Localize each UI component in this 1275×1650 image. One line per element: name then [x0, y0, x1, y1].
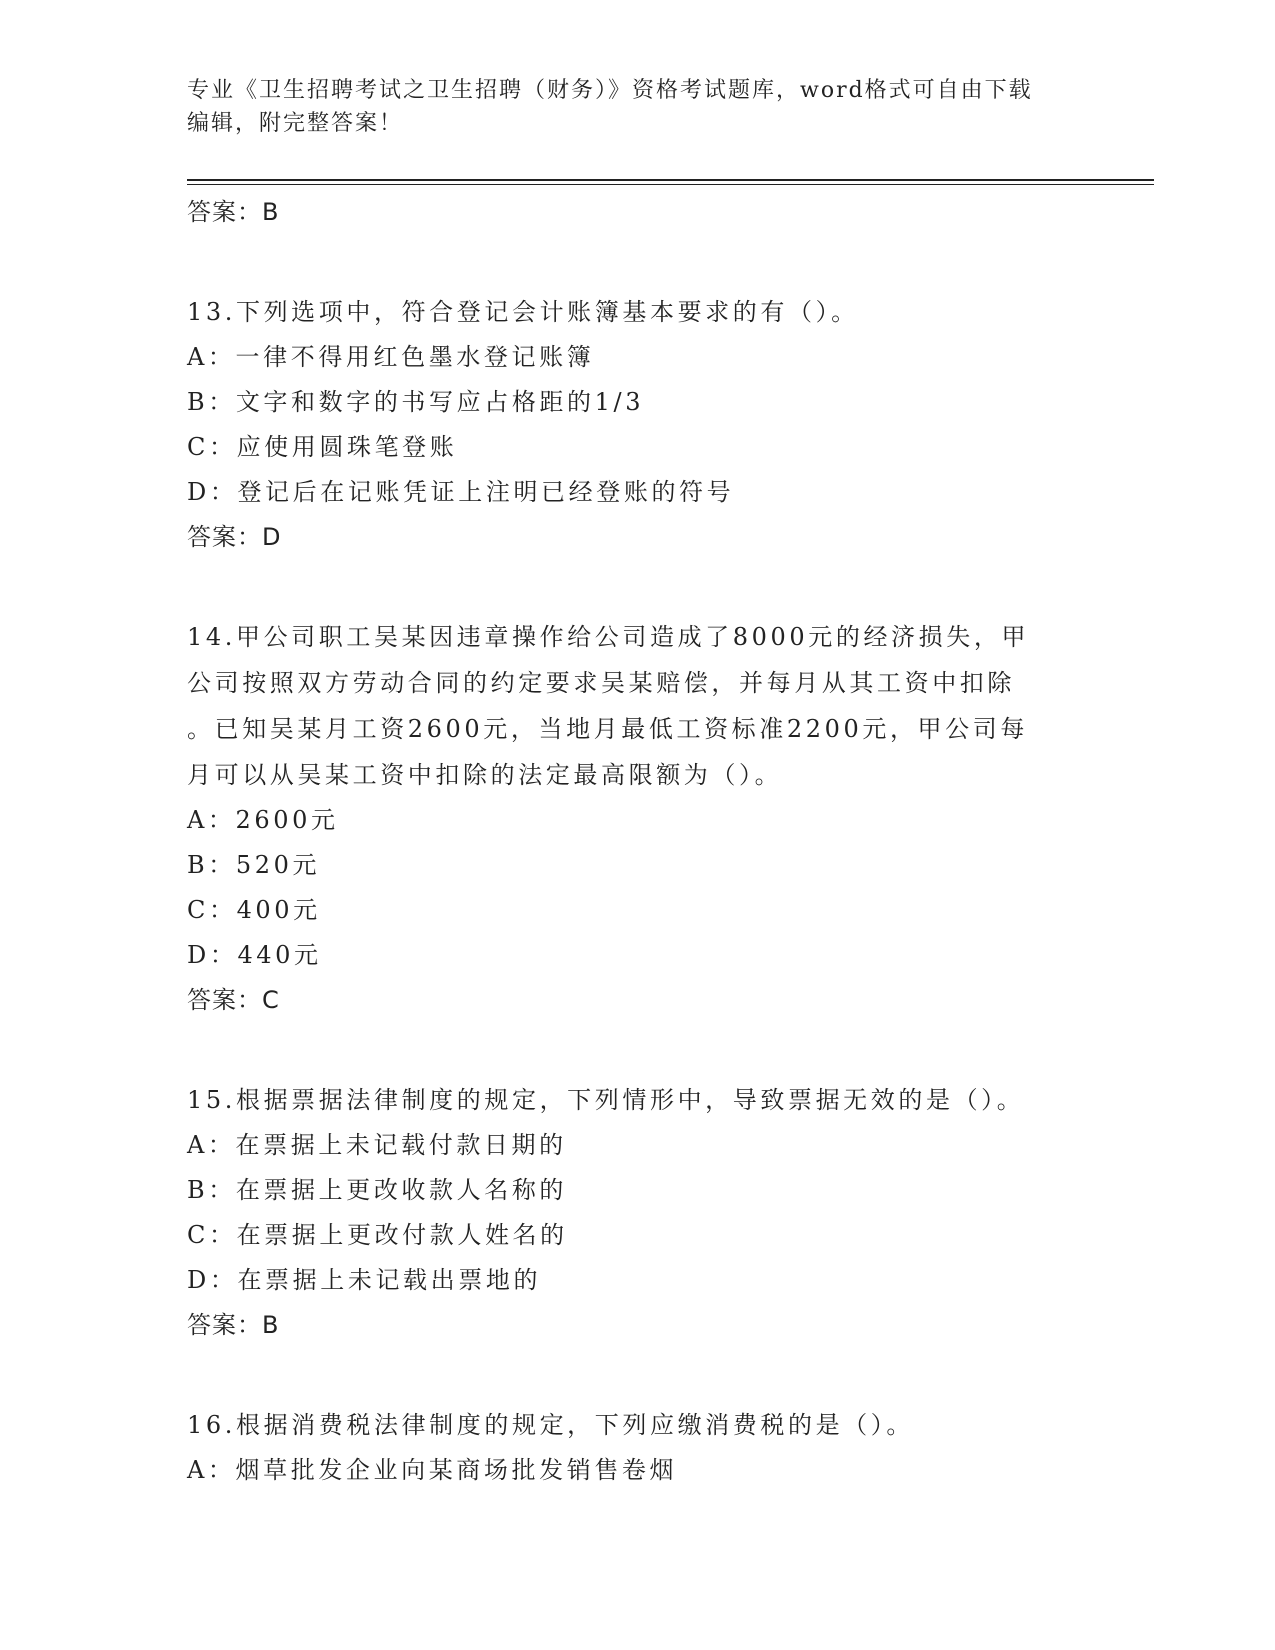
- question-stem-line-1: 14.甲公司职工吴某因违章操作给公司造成了8000元的经济损失，甲: [187, 623, 1030, 651]
- question-stem: 16.根据消费税法律制度的规定，下列应缴消费税的是（）。: [187, 1411, 914, 1439]
- option-a: A：烟草批发企业向某商场批发销售卷烟: [187, 1456, 678, 1484]
- question-stem-line-4: 月可以从吴某工资中扣除的法定最高限额为（）。: [187, 761, 783, 789]
- question-stem-line-3: 。已知吴某月工资2600元，当地月最低工资标准2200元，甲公司每: [187, 715, 1028, 743]
- document-body: [187, 190, 1087, 1493]
- option-d: D：在票据上未记载出票地的: [187, 1266, 542, 1294]
- option-a: A：2600元: [187, 806, 339, 834]
- option-d: D：登记后在记账凭证上注明已经登账的符号: [187, 478, 735, 506]
- question-14: [187, 614, 1087, 1022]
- option-c: C：在票据上更改付款人姓名的: [187, 1221, 568, 1249]
- option-b: B：在票据上更改收款人名称的: [187, 1176, 568, 1204]
- question-16: [187, 1402, 1087, 1493]
- header-divider-thick: [187, 179, 1154, 181]
- option-c: C：400元: [187, 896, 321, 924]
- question-stem: 13.下列选项中，符合登记会计账簿基本要求的有（）。: [187, 298, 859, 326]
- question-stem-line-2: 公司按照双方劳动合同的约定要求吴某赔偿，并每月从其工资中扣除: [187, 669, 1015, 697]
- answer-line: 答案：C: [187, 986, 280, 1014]
- answer-line: 答案：B: [187, 1311, 280, 1339]
- question-stem: 15.根据票据法律制度的规定，下列情形中，导致票据无效的是（）。: [187, 1086, 1025, 1114]
- header-line-2: 编辑，附完整答案！: [187, 111, 404, 136]
- question-15: [187, 1077, 1087, 1347]
- option-b: B：文字和数字的书写应占格距的1/3: [187, 388, 645, 416]
- header-divider-thin: [187, 184, 1154, 185]
- option-b: B：520元: [187, 851, 321, 879]
- document-header: [187, 74, 1087, 140]
- option-a: A：一律不得用红色墨水登记账簿: [187, 343, 595, 371]
- header-line-1: 专业《卫生招聘考试之卫生招聘（财务）》资格考试题库，word格式可自由下载: [187, 78, 1033, 103]
- option-a: A：在票据上未记载付款日期的: [187, 1131, 567, 1159]
- option-d: D：440元: [187, 941, 322, 969]
- option-c: C：应使用圆珠笔登账: [187, 433, 458, 461]
- question-13: [187, 289, 1087, 559]
- answer-line: 答案：B: [187, 198, 280, 226]
- answer-line: 答案：D: [187, 523, 282, 551]
